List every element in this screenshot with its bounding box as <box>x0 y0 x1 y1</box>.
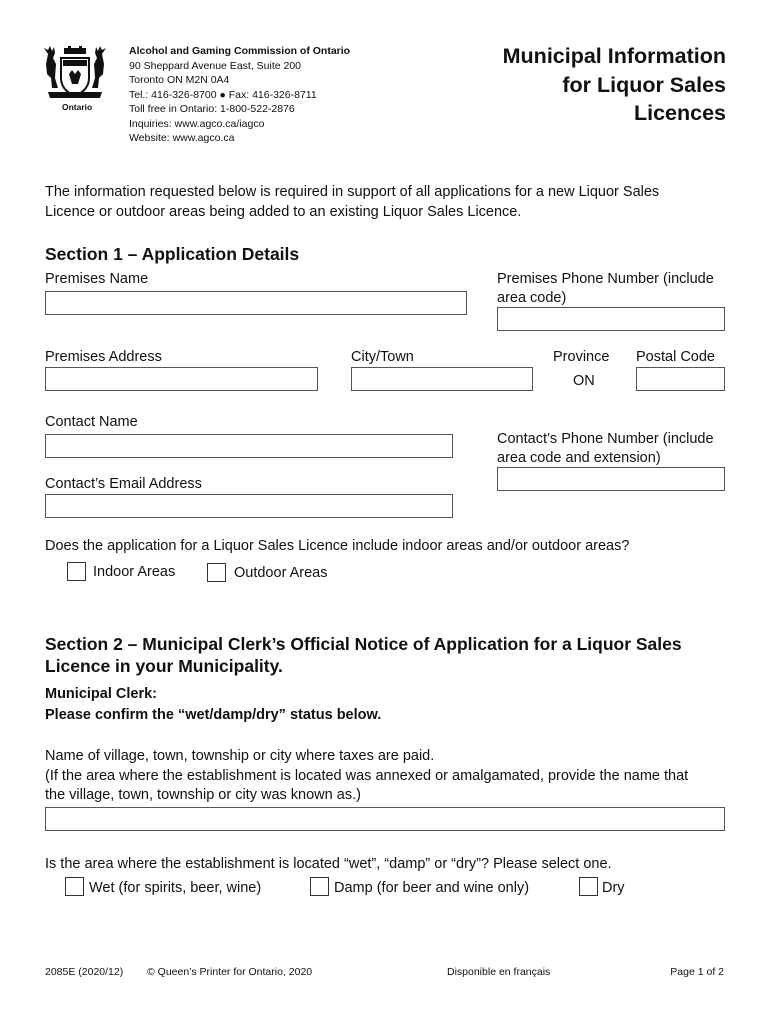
form-code: 2085E (2020/12) <box>45 966 124 978</box>
form-title-line3: Licences <box>633 101 726 125</box>
province-label: Province <box>553 349 610 365</box>
premises-phone-label-line1: Premises Phone Number (include <box>497 271 714 287</box>
org-inquiries: Inquiries: www.agco.ca/iagco <box>129 117 265 130</box>
form-title <box>503 42 726 128</box>
intro-text <box>45 183 659 222</box>
form-title-line2: for Liquor Sales <box>562 72 726 97</box>
city-town-label: City/Town <box>351 349 414 365</box>
clerk-heading-line2: Please confirm the “wet/damp/dry” status below. <box>45 707 382 723</box>
contact-email-label: Contact’s Email Address <box>45 476 202 492</box>
org-contact-block <box>129 44 350 146</box>
logo-caption: Ontario <box>62 102 93 112</box>
status-question: Is the area where the establishment is located “wet”, “damp” or “dry”? Please select one. <box>45 856 612 872</box>
village-label-line2: (If the area where the establishment is located was annexed or amalgamated, provide the name that <box>45 768 689 784</box>
postal-code-field[interactable] <box>636 367 725 391</box>
city-town-field[interactable] <box>351 367 533 391</box>
premises-address-field[interactable] <box>45 367 318 391</box>
village-label-line3: the village, town, township or city was known as.) <box>45 787 361 803</box>
intro-line1: The information requested below is required in support of all applications for a new Liquor Sales <box>45 184 660 200</box>
premises-address-label: Premises Address <box>45 349 162 365</box>
contact-email-field[interactable] <box>45 494 453 518</box>
village-label-line1: Name of village, town, township or city where taxes are paid. <box>45 748 435 764</box>
indoor-areas-label: Indoor Areas <box>93 564 176 580</box>
contact-phone-label-line1: Contact’s Phone Number (include <box>497 431 714 447</box>
intro-line2: Licence or outdoor areas being added to an existing Liquor Sales Licence. <box>45 203 522 220</box>
premises-phone-label-line2: area code) <box>497 290 567 306</box>
wet-label: Wet (for spirits, beer, wine) <box>89 880 262 896</box>
areas-question: Does the application for a Liquor Sales Licence include indoor areas and/or outdoor areas? <box>45 538 630 554</box>
coat-of-arms-icon <box>40 44 110 104</box>
premises-name-field[interactable] <box>45 291 467 315</box>
contact-phone-field[interactable] <box>497 467 725 491</box>
org-phone-fax: Tel.: 416-326-8700 ● Fax: 416-326-8711 <box>129 88 317 101</box>
premises-phone-field[interactable] <box>497 307 725 331</box>
ontario-coat-of-arms-logo <box>40 44 110 114</box>
org-name: Alcohol and Gaming Commission of Ontario <box>129 45 351 57</box>
org-address-line2: Toronto ON M2N 0A4 <box>129 74 230 86</box>
org-address-line1: 90 Sheppard Avenue East, Suite 200 <box>129 59 302 72</box>
org-toll-free: Toll free in Ontario: 1-800-522-2876 <box>129 103 295 115</box>
french-availability: Disponible en français <box>447 966 551 978</box>
damp-checkbox[interactable] <box>310 877 329 896</box>
indoor-areas-checkbox[interactable] <box>67 562 86 581</box>
outdoor-areas-checkbox[interactable] <box>207 563 226 582</box>
contact-name-field[interactable] <box>45 434 453 458</box>
dry-checkbox[interactable] <box>579 877 598 896</box>
section2-heading-line1: Section 2 – Municipal Clerk’s Official Notice of Application for a Liquor Sales <box>45 634 682 654</box>
clerk-heading-line1: Municipal Clerk: <box>45 686 157 702</box>
wet-checkbox[interactable] <box>65 877 84 896</box>
section1-heading: Section 1 – Application Details <box>45 244 300 264</box>
postal-code-label: Postal Code <box>636 349 715 365</box>
contact-phone-label-line2: area code and extension) <box>497 450 661 466</box>
village-name-field[interactable] <box>45 807 725 831</box>
section2-heading-line2: Licence in your Municipality. <box>45 656 283 676</box>
form-title-line1: Municipal Information <box>502 44 726 68</box>
page-number: Page 1 of 2 <box>670 966 724 978</box>
copyright: © Queen’s Printer for Ontario, 2020 <box>147 966 313 978</box>
dry-label: Dry <box>602 880 625 896</box>
premises-name-label: Premises Name <box>45 271 149 287</box>
outdoor-areas-label: Outdoor Areas <box>234 565 328 581</box>
province-value: ON <box>573 373 595 389</box>
damp-label: Damp (for beer and wine only) <box>334 880 530 896</box>
org-website: Website: www.agco.ca <box>129 132 235 144</box>
contact-name-label: Contact Name <box>45 414 138 430</box>
